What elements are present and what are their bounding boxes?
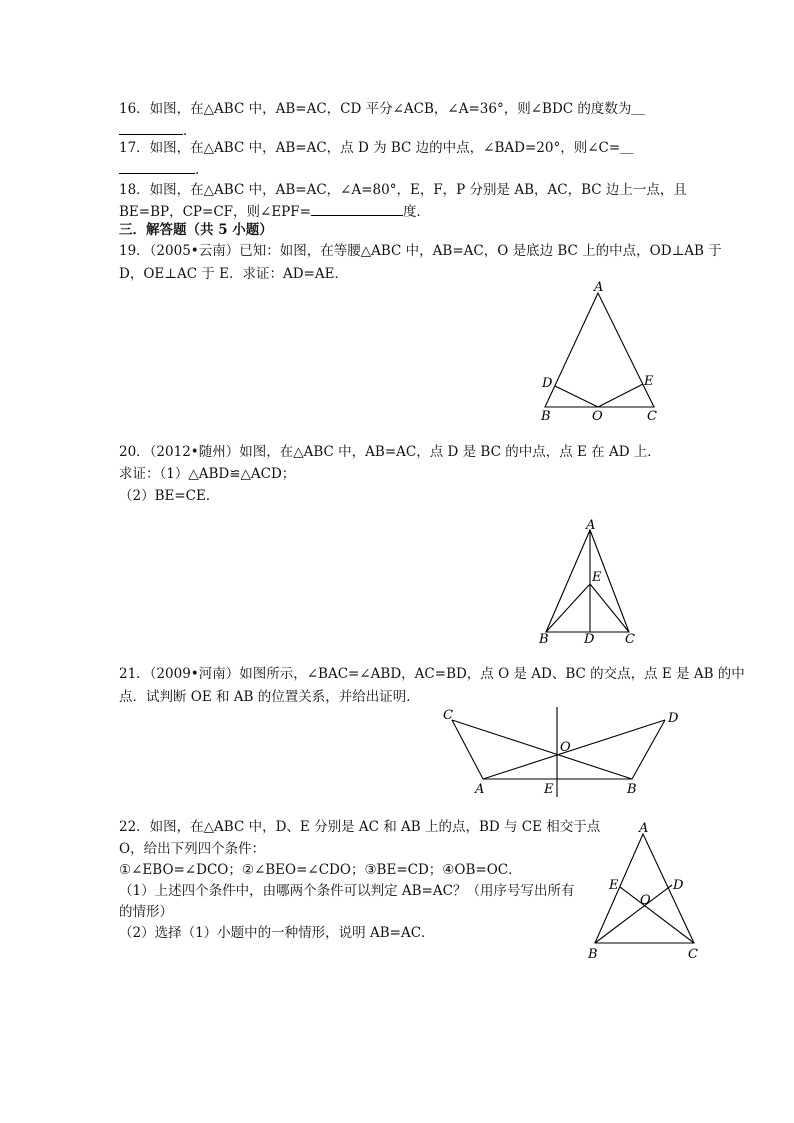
q18-line2: BE=BP，CP=CF，则∠EPF= 度． <box>119 201 430 221</box>
q20-label-d: D <box>584 632 595 647</box>
q16-line1: 16．如图，在△ABC 中，AB=AC，CD 平分∠ACB，∠A=36°，则∠BDC 的度数为＿ <box>119 101 645 117</box>
q22-line6: （2）选择（1）小题中的一种情形，说明 AB=AC． <box>119 925 435 941</box>
q21-label-b: B <box>627 782 637 797</box>
q19-label-b: B <box>541 409 551 424</box>
q19-label-c: C <box>647 409 657 424</box>
q21-line2: 点．试判断 OE 和 AB 的位置关系，并给出证明． <box>119 689 420 705</box>
q18-line1: 18．如图，在△ABC 中，AB=AC，∠A=80°，E，F，P 分别是 AB，AC，BC 边上一点，且 <box>119 182 687 198</box>
q22-bd <box>595 885 672 943</box>
q17-line2: ． <box>119 159 209 179</box>
q22-label-e: E <box>609 878 619 893</box>
q20-label-e: E <box>592 570 602 585</box>
q19-figure <box>535 280 665 425</box>
q22-ce <box>620 887 694 943</box>
q21-figure <box>435 705 685 805</box>
q20-label-c: C <box>625 632 635 647</box>
q21-label-c: C <box>443 708 453 723</box>
q20-label-b: B <box>539 632 549 647</box>
q17-line1: 17．如图，在△ABC 中，AB=AC，点 D 为 BC 边的中点，∠BAD=20°，则∠C=＿ <box>119 140 634 156</box>
q21-label-o: O <box>560 740 571 755</box>
q19-label-d: D <box>542 376 553 391</box>
q18-answer-blank[interactable] <box>311 201 403 216</box>
q21-line1: 21．（2009•河南）如图所示，∠BAC=∠ABD，AC=BD，点 O 是 AD、BC 的交点，点 E 是 AB 的中 <box>119 666 745 682</box>
q22-line5: 的情形） <box>119 904 173 920</box>
q22-label-o: O <box>640 893 651 908</box>
q21-label-e: E <box>544 782 554 797</box>
q19-label-a: A <box>594 280 604 295</box>
q22-label-a: A <box>639 821 649 836</box>
q16-line2: ． <box>119 120 197 140</box>
q22-label-c: C <box>688 947 698 962</box>
q20-line1: 20．（2012•随州）如图，在△ABC 中，AB=AC，点 D 是 BC 的中点，点 E 在 AD 上． <box>119 444 661 460</box>
section-heading: 三．解答题（共 5 小题） <box>119 222 273 238</box>
q21-label-d: D <box>668 711 679 726</box>
q16-answer-blank[interactable] <box>119 120 183 135</box>
q21-ca-path <box>452 720 665 779</box>
q22-label-b: B <box>588 947 598 962</box>
q22-line1: 22．如图，在△ABC 中，D、E 分别是 AC 和 AB 上的点，BD 与 CE 相交于点 <box>119 819 601 835</box>
q20-ce <box>590 584 629 632</box>
q22-figure <box>580 818 705 963</box>
q19-label-o: O <box>592 409 603 424</box>
q19-line2: D，OE⊥AC 于 E．求证：AD=AE． <box>119 266 348 282</box>
q20-be <box>546 584 590 632</box>
q19-line1: 19．（2005•云南）已知：如图，在等腰△ABC 中，AB=AC，O 是底边 BC 上的中点，OD⊥AB 于 <box>119 243 722 259</box>
q19-oe <box>598 384 643 407</box>
q17-answer-blank[interactable] <box>119 159 195 174</box>
q22-line4: （1）上述四个条件中，由哪两个条件可以判定 AB=AC？（用序号写出所有 <box>119 883 575 899</box>
q22-label-d: D <box>673 878 684 893</box>
q19-triangle <box>545 293 654 407</box>
q19-label-e: E <box>644 374 654 389</box>
q20-label-a: A <box>586 518 596 533</box>
q20-figure <box>535 518 640 648</box>
q21-ad <box>483 720 665 779</box>
q19-od <box>555 386 598 407</box>
q20-line3: （2）BE=CE． <box>119 488 220 504</box>
q22-line3: ①∠EBO=∠DCO；②∠BEO=∠CDO；③BE=CD；④OB=OC． <box>119 862 522 878</box>
q22-line2: O，给出下列四个条件： <box>119 841 266 857</box>
q21-label-a: A <box>475 782 485 797</box>
q21-cb <box>452 720 632 779</box>
q20-line2: 求证：（1）△ABD≌△ACD； <box>119 466 296 482</box>
